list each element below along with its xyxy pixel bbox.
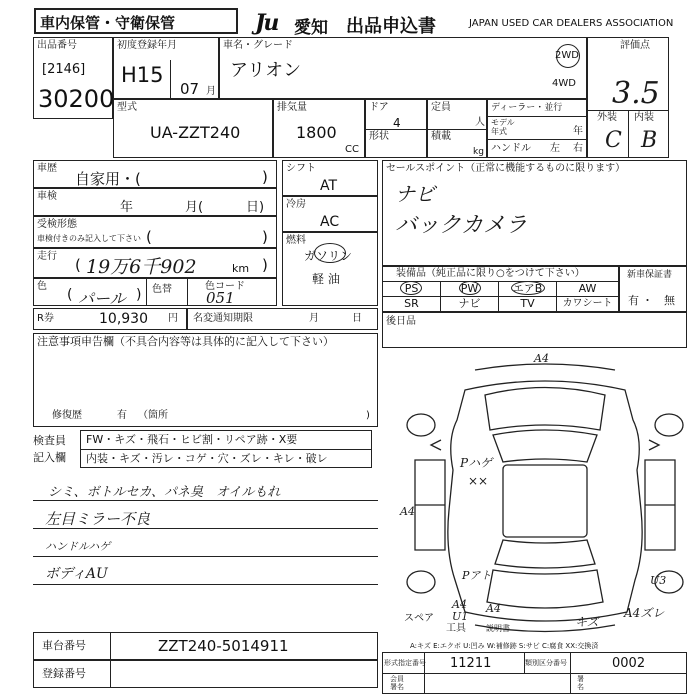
- mileage-value: 19万6千902: [86, 256, 197, 278]
- shift-value: AT: [320, 178, 338, 194]
- remark-4: ボディAU: [45, 566, 108, 582]
- inspection-year: 年: [120, 200, 134, 215]
- repair-value: 有: [117, 410, 127, 421]
- inspection-month: 月(: [185, 200, 204, 215]
- capacity-unit: 人: [475, 117, 485, 128]
- color-label: 色: [37, 281, 47, 292]
- handle-left: 左: [550, 143, 560, 154]
- displacement-label: 排気量: [277, 102, 307, 113]
- tool-label: 工具: [446, 623, 466, 634]
- rear-box: [382, 312, 687, 348]
- mileage-open: (: [75, 256, 81, 274]
- airbag-circle: [511, 281, 545, 295]
- acceptance-label: 受検形態: [37, 219, 77, 230]
- plate-label: 登録番号: [42, 667, 86, 680]
- shift-label: シフト: [286, 163, 316, 174]
- sales-points-label: セールスポイント（正常に機能するものに限ります）: [386, 163, 626, 174]
- mileage-unit: km: [232, 262, 250, 275]
- hood: [485, 388, 605, 431]
- mark-p-hage: Pハゲ: [460, 456, 493, 470]
- model-year-unit: 年: [573, 126, 583, 137]
- rear-window: [495, 540, 595, 568]
- fuel-label: 燃料: [286, 235, 306, 246]
- spare-label: スペア: [404, 613, 434, 624]
- remark-line-1: [33, 500, 378, 501]
- remark-2: 左目ミラー不良: [45, 510, 151, 528]
- doors-label: ドア: [369, 102, 389, 113]
- repair-location-close: ): [366, 410, 370, 421]
- aircon-label: 冷房: [286, 199, 306, 210]
- registration-label: 初度登録年月: [117, 40, 177, 51]
- wheel-front-left: [407, 414, 435, 436]
- rating-score: 3.5: [612, 76, 660, 111]
- car-diagram: [395, 350, 695, 645]
- lot-number: 30200: [38, 85, 115, 113]
- rating-split: [628, 110, 629, 158]
- registration-divider: [170, 60, 171, 98]
- wheel-rear-left: [407, 571, 435, 593]
- notes-label: 注意事項申告欄（不具合内容等は具体的に記入して下さい）: [37, 335, 334, 348]
- form-title: 出品申込書: [346, 16, 436, 37]
- trunk: [487, 570, 603, 608]
- capacity-label: 定員: [431, 102, 451, 113]
- rating-label: 評価点: [620, 40, 650, 51]
- sales-point-1: ナビ: [395, 182, 435, 206]
- name-change-month: 月: [309, 313, 319, 324]
- dealer-divider-1: [487, 116, 587, 117]
- mirror-right: [649, 440, 659, 450]
- history-box: [33, 160, 277, 188]
- region-name: 愛知: [294, 18, 328, 38]
- remark-line-3: [33, 556, 378, 557]
- class-number-label: 類別区分番号: [525, 659, 567, 667]
- registration-month-unit: 月: [206, 86, 216, 97]
- inspector-label-bottom: 記入欄: [33, 451, 66, 464]
- acceptance-close: ): [262, 228, 268, 246]
- equipment-sr: SR: [404, 297, 419, 310]
- rating-interior-label: 内装: [634, 112, 654, 123]
- lot-label: 出品番号: [37, 40, 77, 51]
- recycle-label: R券: [37, 313, 54, 324]
- mark-kizu: キズ: [575, 615, 599, 629]
- mark-u3: U3: [650, 574, 667, 587]
- remark-line-4: [33, 584, 378, 585]
- load-label: 積載: [431, 131, 451, 142]
- inspector-row-1: FW・キズ・飛石・ヒビ割・リペア跡・X要: [86, 433, 298, 446]
- mark-front-a4: A4: [534, 352, 549, 365]
- displacement-value: 1800: [296, 123, 337, 142]
- warranty-yes: 有: [628, 294, 639, 307]
- cert-col-3: [570, 652, 571, 694]
- fuel-diesel: 軽 油: [312, 272, 340, 286]
- mark-rear-a4-2: A4: [486, 602, 501, 615]
- equipment-airbag: エアB: [512, 282, 543, 295]
- load-unit: kg: [473, 147, 484, 157]
- acceptance-open: (: [146, 228, 152, 246]
- equipment-navi: ナビ: [458, 297, 481, 310]
- class-number-value: 0002: [612, 656, 646, 671]
- mark-u1: U1: [452, 610, 469, 623]
- equipment-leather-seat: カワシート: [562, 298, 613, 309]
- dealer-divider-2: [487, 139, 587, 140]
- doors-value: 4: [393, 116, 401, 130]
- windshield: [493, 430, 597, 462]
- chassis-label: 車台番号: [42, 639, 86, 652]
- inspector-row-2: 内装・キズ・汚レ・コゲ・穴・ズレ・キレ・破レ: [86, 452, 328, 465]
- rating-exterior: C: [605, 128, 622, 153]
- sales-point-2: バックカメラ: [395, 213, 528, 238]
- model-year-label: モデル 年式: [491, 118, 515, 136]
- warranty-dot: ・: [642, 294, 653, 307]
- handle-label: ハンドル: [491, 143, 531, 154]
- manual-label: 説明書: [486, 624, 510, 633]
- fuel-gasoline: ガソリン: [304, 249, 353, 263]
- rear-label: 後日品: [386, 316, 416, 327]
- shape-number-label: 形式指定番号: [384, 659, 426, 667]
- history-value: 自家用・(: [75, 170, 141, 188]
- mark-xx: ××: [468, 474, 489, 488]
- car-body-outline: [448, 381, 642, 621]
- aircon-value: AC: [320, 214, 340, 230]
- inspection-day: 日): [246, 200, 265, 215]
- inspector-divider: [80, 449, 372, 450]
- model-name: アリオン: [230, 60, 302, 81]
- warranty-label: 新車保証書: [627, 270, 673, 280]
- equipment-ps: PS: [404, 282, 419, 295]
- storage-label: 車内保管・守衛保管: [40, 14, 176, 32]
- member-seal-label: 会員 署名: [390, 675, 404, 691]
- mileage-close: ): [262, 256, 268, 274]
- name-change-day: 日: [352, 313, 362, 324]
- color-value: パール: [78, 289, 126, 308]
- pw-circle: [459, 281, 481, 295]
- lot-sub-number: [2146]: [42, 62, 86, 77]
- equipment-pw: PW: [460, 282, 479, 295]
- inspector-label-top: 検査員: [33, 434, 66, 447]
- equipment-aw: AW: [578, 282, 597, 295]
- shape-number-value: 11211: [450, 656, 492, 671]
- recycle-unit: 円: [168, 313, 178, 324]
- doors-divider: [365, 129, 427, 130]
- mirror-left: [431, 440, 441, 450]
- diagram-legend: A:キズ E:エクボ U:凹み W:補修跡 S:サビ C:腐食 XX:交換済: [410, 642, 599, 650]
- color-code: 051: [206, 289, 235, 307]
- color-divider: [146, 278, 147, 306]
- color-close: ): [136, 287, 142, 303]
- shape-label: 形状: [369, 131, 389, 142]
- acceptance-note: 車検付きのみ記入して下さい: [37, 234, 141, 243]
- capacity-divider: [427, 129, 487, 130]
- inspection-label: 車検: [37, 191, 57, 202]
- color-change-label: 色替: [152, 284, 172, 295]
- wheel-front-right: [655, 414, 683, 436]
- dealer-label: ディーラー・並行: [491, 103, 563, 113]
- ps-circle: [400, 281, 422, 295]
- type-label: 型式: [117, 102, 137, 113]
- color-divider-2: [187, 278, 188, 306]
- repair-location-label: （箇所: [138, 410, 168, 421]
- name-change-label: 名変通知期限: [193, 313, 253, 324]
- model-label: 車名・グレード: [223, 40, 293, 51]
- two-wd: 2WD: [555, 50, 579, 61]
- sign-label: 署 名: [577, 675, 584, 691]
- mark-a4-zure: A4ズレ: [624, 606, 665, 620]
- equipment-label: 装備品（純正品に限り○をつけて下さい）: [396, 268, 585, 279]
- remark-1: シミ、ボトルセカ、パネ臭 オイルもれ: [48, 485, 281, 500]
- ju-logo: Ju: [255, 10, 278, 36]
- handle-right: 右: [573, 143, 583, 154]
- type-value: UA-ZZT240: [150, 123, 241, 142]
- cert-row-divider: [382, 673, 687, 674]
- registration-year: H15: [121, 63, 164, 87]
- registration-month: 07: [180, 80, 200, 98]
- association-name: JAPAN USED CAR DEALERS ASSOCIATION: [469, 18, 674, 29]
- mark-rear-a4: A4: [452, 598, 467, 611]
- equipment-tv: TV: [520, 297, 535, 310]
- chassis-value: ZZT240-5014911: [158, 637, 289, 655]
- color-open: (: [67, 287, 73, 303]
- displacement-unit: CC: [345, 144, 359, 155]
- roof: [503, 465, 587, 537]
- mark-p-ato: Pアト: [462, 569, 492, 582]
- remark-3: ハンドルハゲ: [45, 540, 111, 553]
- rating-interior: B: [641, 128, 658, 153]
- mileage-label: 走行: [37, 251, 57, 262]
- history-label: 車歴: [37, 163, 57, 174]
- rating-exterior-label: 外装: [597, 112, 617, 123]
- recycle-value: 10,930: [99, 311, 148, 327]
- repair-label: 修復歴: [52, 410, 82, 421]
- inspection-box: [33, 188, 277, 216]
- four-wd: 4WD: [552, 78, 576, 89]
- mark-side-a4: A4: [400, 505, 415, 518]
- warranty-no: 無: [664, 294, 675, 307]
- history-close: ): [262, 168, 268, 186]
- color-code-label: 色コード: [205, 281, 245, 292]
